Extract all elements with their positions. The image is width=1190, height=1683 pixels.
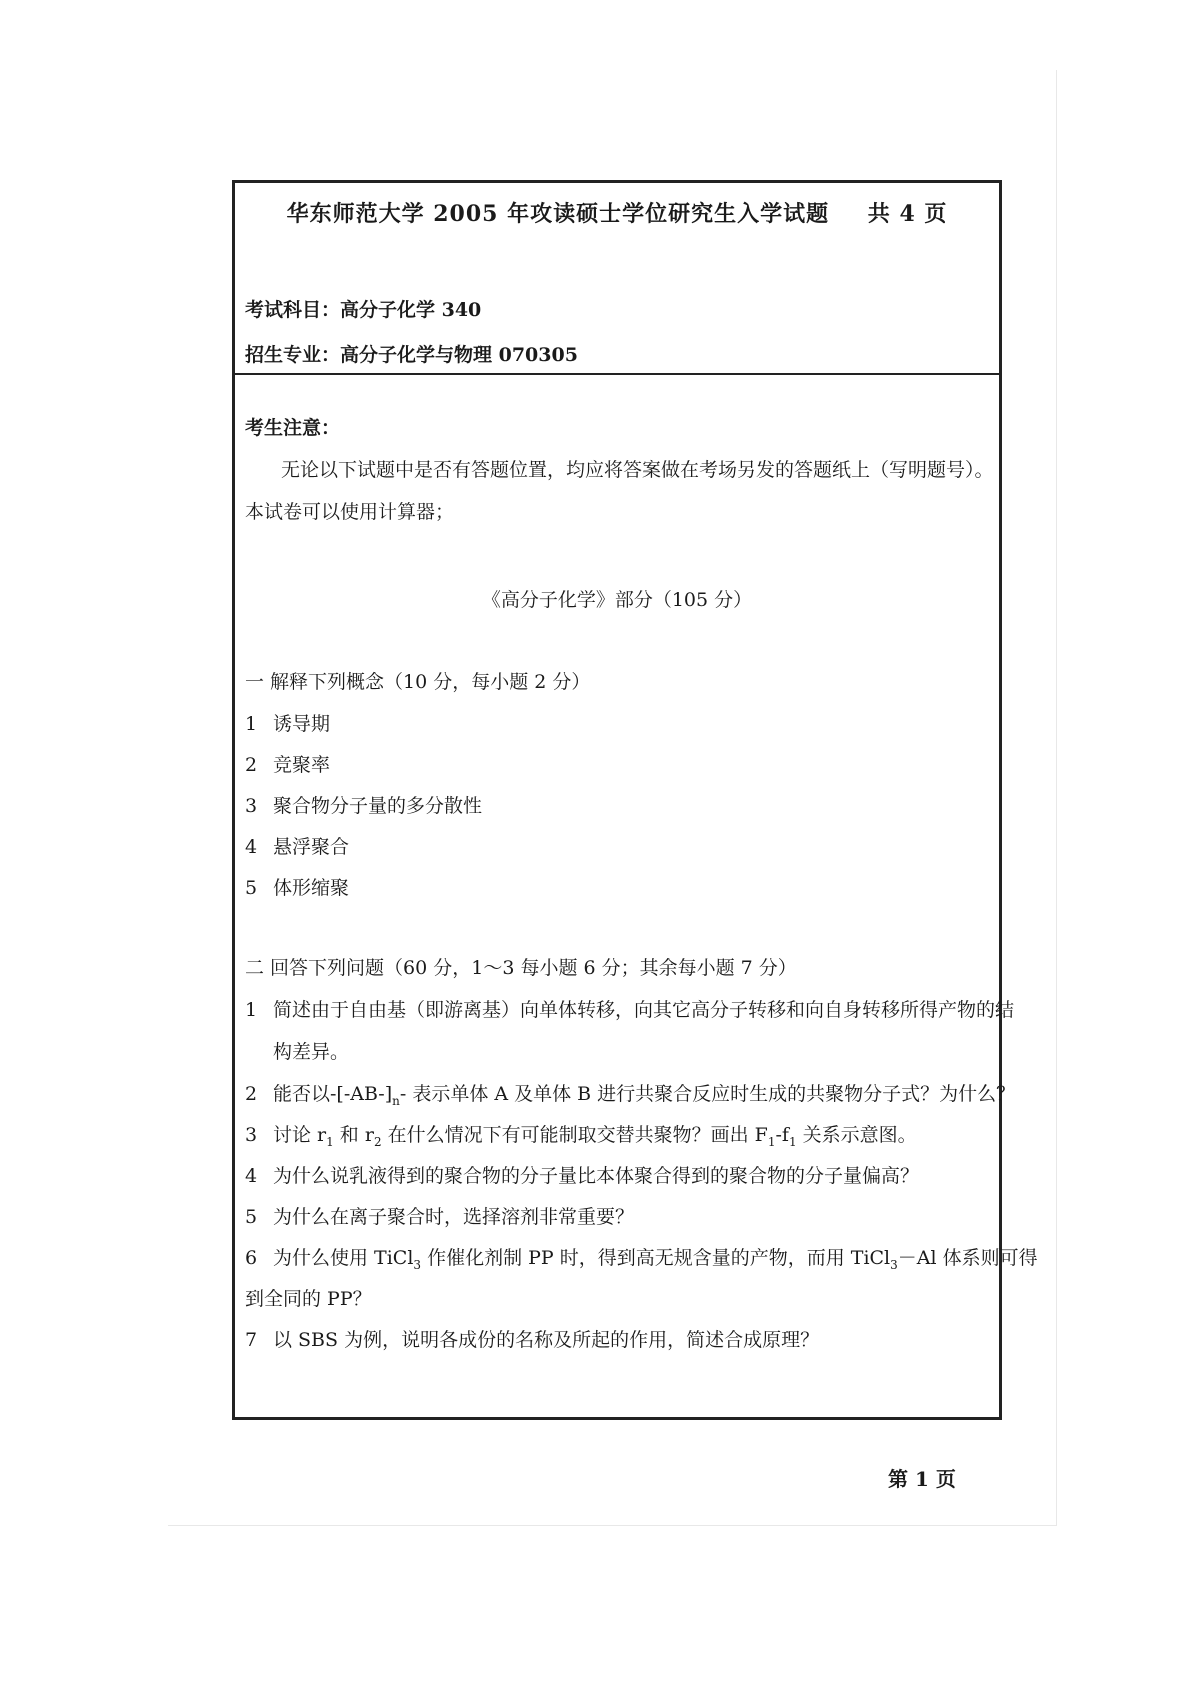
exam-header [235,183,999,375]
item-text: 诱导期 [273,713,331,735]
exam-title-line [235,197,999,228]
question-number: 2 [245,1083,258,1105]
question-number: 6 [245,1247,258,1269]
item-text: 聚合物分子量的多分散性 [273,795,483,817]
page-count: 共 4 页 [867,201,948,227]
notice-label: 考生注意： [245,417,341,439]
section-1-item [245,832,349,859]
question-6 [245,1243,1038,1272]
question-4 [245,1161,919,1188]
question-text: 简述由于自由基（即游离基）向单体转移，向其它高分子转移和向自身转移所得产物的结 [273,999,1015,1021]
item-number: 3 [245,795,258,817]
section-1-item [245,873,349,900]
section-1-item [245,750,330,777]
item-text: 体形缩聚 [273,877,350,899]
question-number: 4 [245,1165,258,1187]
exam-paper-box [232,180,1038,1420]
exam-subject: 考试科目：高分子化学 340 [245,299,482,321]
subscript: 3 [890,1257,898,1272]
notice-line-1: 无论以下试题中是否有答题位置，均应将答案做在考场另发的答题纸上（写明题号）。 [281,459,994,481]
section-1-item [245,791,482,818]
question-text: - 表示单体 A 及单体 B 进行共聚合反应时生成的共聚物分子式？为什么？ [399,1083,1016,1105]
question-number: 5 [245,1206,258,1228]
question-2 [245,1079,1015,1108]
subscript: 1 [788,1134,797,1149]
question-text: 作催化剂制 PP 时，得到高无规含量的产物，而用 TiCl [421,1247,891,1269]
question-text: 关系示意图。 [796,1124,917,1146]
page-number: 第 1 页 [888,1467,956,1491]
question-text: 和 r [333,1124,374,1146]
question-1 [245,995,1014,1022]
item-text: 竞聚率 [273,754,331,776]
question-number: 7 [245,1329,258,1351]
question-1-continued: 构差异。 [273,1041,350,1063]
section-2-heading: 二 回答下列问题（60 分，1～3 每小题 6 分；其余每小题 7 分） [245,957,797,979]
question-text: -f [775,1124,789,1146]
question-text: 讨论 r [273,1124,327,1146]
question-7 [245,1325,819,1352]
question-number: 1 [245,999,258,1021]
item-number: 1 [245,713,258,735]
question-text: 为什么使用 TiCl [273,1247,414,1269]
exam-title: 华东师范大学 2005 年攻读硕士学位研究生入学试题 [286,201,830,227]
question-text: 为什么在离子聚合时，选择溶剂非常重要？ [273,1206,635,1228]
item-text: 悬浮聚合 [273,836,350,858]
question-text: －Al 体系则可得 [897,1247,1038,1269]
question-text: 以 SBS 为例，说明各成份的名称及所起的作用，简述合成原理？ [273,1329,820,1351]
question-text: 能否以-[-AB-] [273,1083,393,1105]
subscript: 3 [413,1257,422,1272]
subscript: 2 [373,1134,382,1149]
subscript: n [392,1093,400,1108]
subscript: 1 [767,1134,776,1149]
subscript: 1 [326,1134,334,1149]
question-text: 在什么情况下有可能制取交替共聚物？画出 F [381,1124,768,1146]
question-5 [245,1202,634,1229]
question-6-continued: 到全同的 PP？ [245,1288,372,1310]
section-1-item [245,709,330,736]
question-text: 为什么说乳液得到的聚合物的分子量比本体聚合得到的聚合物的分子量偏高？ [273,1165,920,1187]
question-number: 3 [245,1124,258,1146]
question-3 [245,1120,917,1149]
part-title: 《高分子化学》部分（105 分） [481,589,753,611]
item-number: 2 [245,754,258,776]
item-number: 5 [245,877,258,899]
notice-line-2: 本试卷可以使用计算器； [245,501,455,523]
item-number: 4 [245,836,258,858]
exam-major: 招生专业：高分子化学与物理 070305 [245,344,578,366]
section-1-heading: 一 解释下列概念（10 分，每小题 2 分） [245,671,591,693]
